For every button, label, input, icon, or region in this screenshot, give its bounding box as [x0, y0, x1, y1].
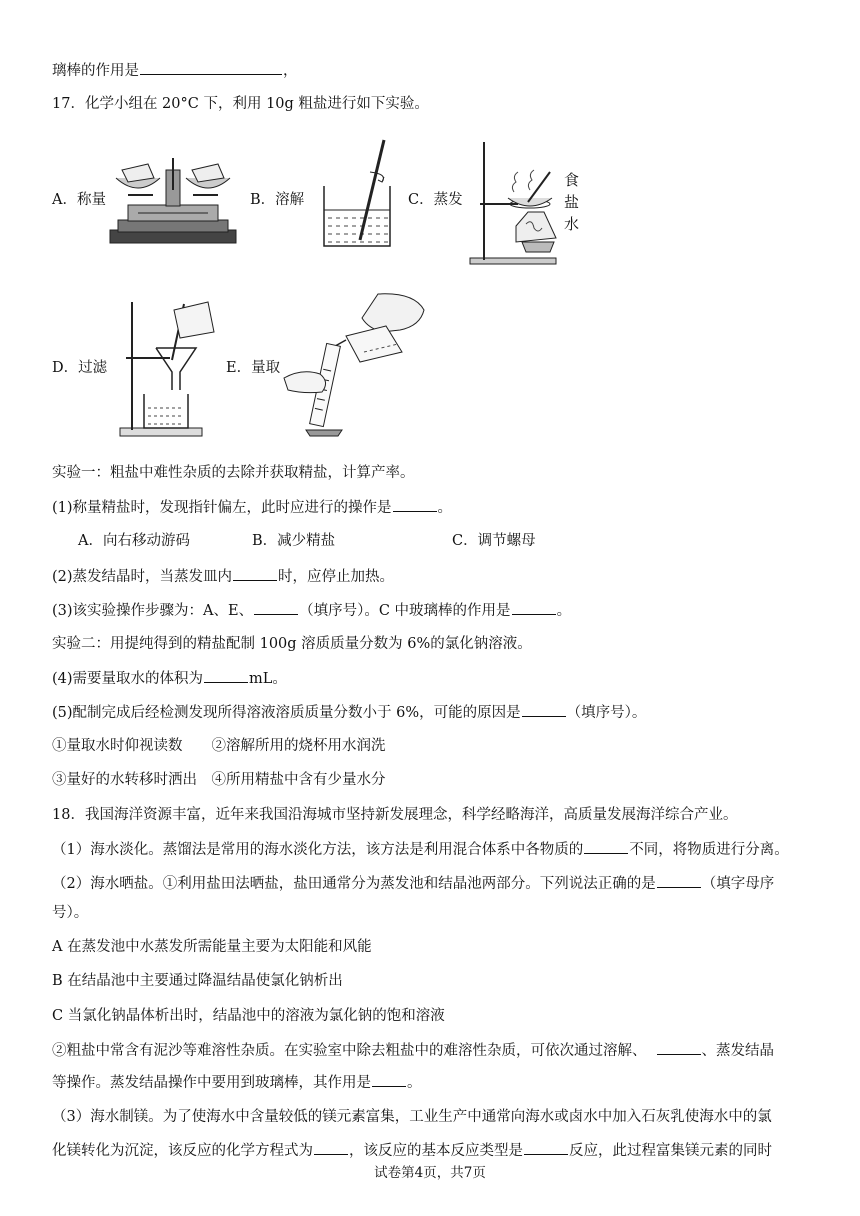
- part-2-cont: 号）。: [52, 905, 89, 921]
- balance-scale-illustration: [108, 150, 238, 245]
- part-2-second: ②粗盐中常含有泥沙等难溶性杂质。在实验室中除去粗盐中的难溶性杂质，可依次通过溶解、 、蒸发结晶: [52, 1040, 774, 1061]
- figure-c-side-char: 盐: [564, 193, 580, 211]
- evaporation-illustration: [468, 138, 560, 266]
- answer-blank[interactable]: [657, 1040, 701, 1055]
- answer-blank[interactable]: [512, 600, 556, 615]
- option-b: B．减少精盐: [252, 533, 336, 549]
- figure-label-b: B．溶解: [250, 192, 305, 208]
- text-line: 璃棒的作用是 ，: [52, 60, 298, 81]
- line-text: 璃棒的作用是: [52, 63, 139, 79]
- answer-blank[interactable]: [233, 566, 277, 581]
- choices-1-2: ①量取水时仰视读数 ②溶解所用的烧杯用水润洗: [52, 738, 386, 754]
- part-3-cont: 化镁转化为沉淀，该反应的化学方程式为 ，该反应的基本反应类型是 反应，此过程富集镁元素的同时: [52, 1140, 772, 1161]
- answer-blank[interactable]: [393, 497, 437, 512]
- filtration-illustration: [118, 298, 218, 438]
- part-2-second-cont: 等操作。蒸发结晶操作中要用到玻璃棒，其作用是 。: [52, 1072, 422, 1093]
- choices-3-4: ③量好的水转移时洒出 ④所用精盐中含有少量水分: [52, 772, 386, 788]
- figure-label-e: E．量取: [226, 360, 281, 376]
- answer-blank[interactable]: [522, 702, 566, 717]
- option-a: A．向右移动游码: [78, 533, 190, 549]
- subquestion-4: (4)需要量取水的体积为 mL。: [52, 668, 287, 689]
- figure-c-side-char: 水: [564, 215, 580, 233]
- statement-b: B 在结晶池中主要通过降温结晶使氯化钠析出: [52, 973, 343, 989]
- part-2: （2）海水晒盐。①利用盐田法晒盐，盐田通常分为蒸发池和结晶池两部分。下列说法正确的是 （填字母序: [52, 873, 774, 894]
- subquestion-2: (2)蒸发结晶时，当蒸发皿内 时，应停止加热。: [52, 566, 394, 587]
- experiment-two-title: 实验二：用提纯得到的精盐配制 100g 溶质质量分数为 6%的氯化钠溶液。: [52, 636, 532, 652]
- answer-blank[interactable]: [254, 600, 298, 615]
- answer-blank[interactable]: [657, 873, 701, 888]
- measuring-illustration: [282, 290, 432, 440]
- statement-c: C 当氯化钠晶体析出时，结晶池中的溶液为氯化钠的饱和溶液: [52, 1008, 445, 1024]
- subquestion-1: (1)称量精盐时，发现指针偏左，此时应进行的操作是 。: [52, 497, 452, 518]
- question-18: 18．我国海洋资源丰富，近年来我国沿海城市坚持新发展理念，科学经略海洋，高质量发展海洋综合产业。: [52, 807, 738, 823]
- subquestion-5: (5)配制完成后经检测发现所得溶液溶质质量分数小于 6%，可能的原因是 （填序号）。: [52, 702, 646, 723]
- part-1: （1）海水淡化。蒸馏法是常用的海水淡化方法，该方法是利用混合体系中各物质的 不同，将物质进行分离。: [52, 839, 789, 860]
- subquestion-3: (3)该实验操作步骤为：A、E、 （填序号）。C 中玻璃棒的作用是 。: [52, 600, 571, 621]
- answer-blank[interactable]: [372, 1072, 406, 1087]
- answer-blank[interactable]: [524, 1140, 568, 1155]
- part-3: （3）海水制镁。为了使海水中含量较低的镁元素富集，工业生产中通常向海水或卤水中加入石灰乳使海水中的氯: [52, 1109, 772, 1125]
- answer-blank[interactable]: [584, 839, 628, 854]
- option-c: C．调节螺母: [452, 533, 536, 549]
- answer-blank[interactable]: [140, 60, 282, 75]
- answer-blank[interactable]: [204, 668, 248, 683]
- experiment-one-title: 实验一：粗盐中难性杂质的去除并获取精盐，计算产率。: [52, 465, 415, 481]
- figure-label-c: C．蒸发: [408, 192, 463, 208]
- beaker-stirring-illustration: [318, 138, 398, 250]
- answer-blank[interactable]: [314, 1140, 348, 1155]
- figure-label-a: A．称量: [52, 192, 106, 208]
- statement-a: A 在蒸发池中水蒸发所需能量主要为太阳能和风能: [52, 939, 372, 955]
- figure-c-side-char: 食: [564, 171, 580, 189]
- figure-label-d: D．过滤: [52, 360, 108, 376]
- question-17: 17．化学小组在 20°C 下，利用 10g 粗盐进行如下实验。: [52, 96, 429, 112]
- page-footer: 试卷第4页，共7页: [374, 1165, 486, 1181]
